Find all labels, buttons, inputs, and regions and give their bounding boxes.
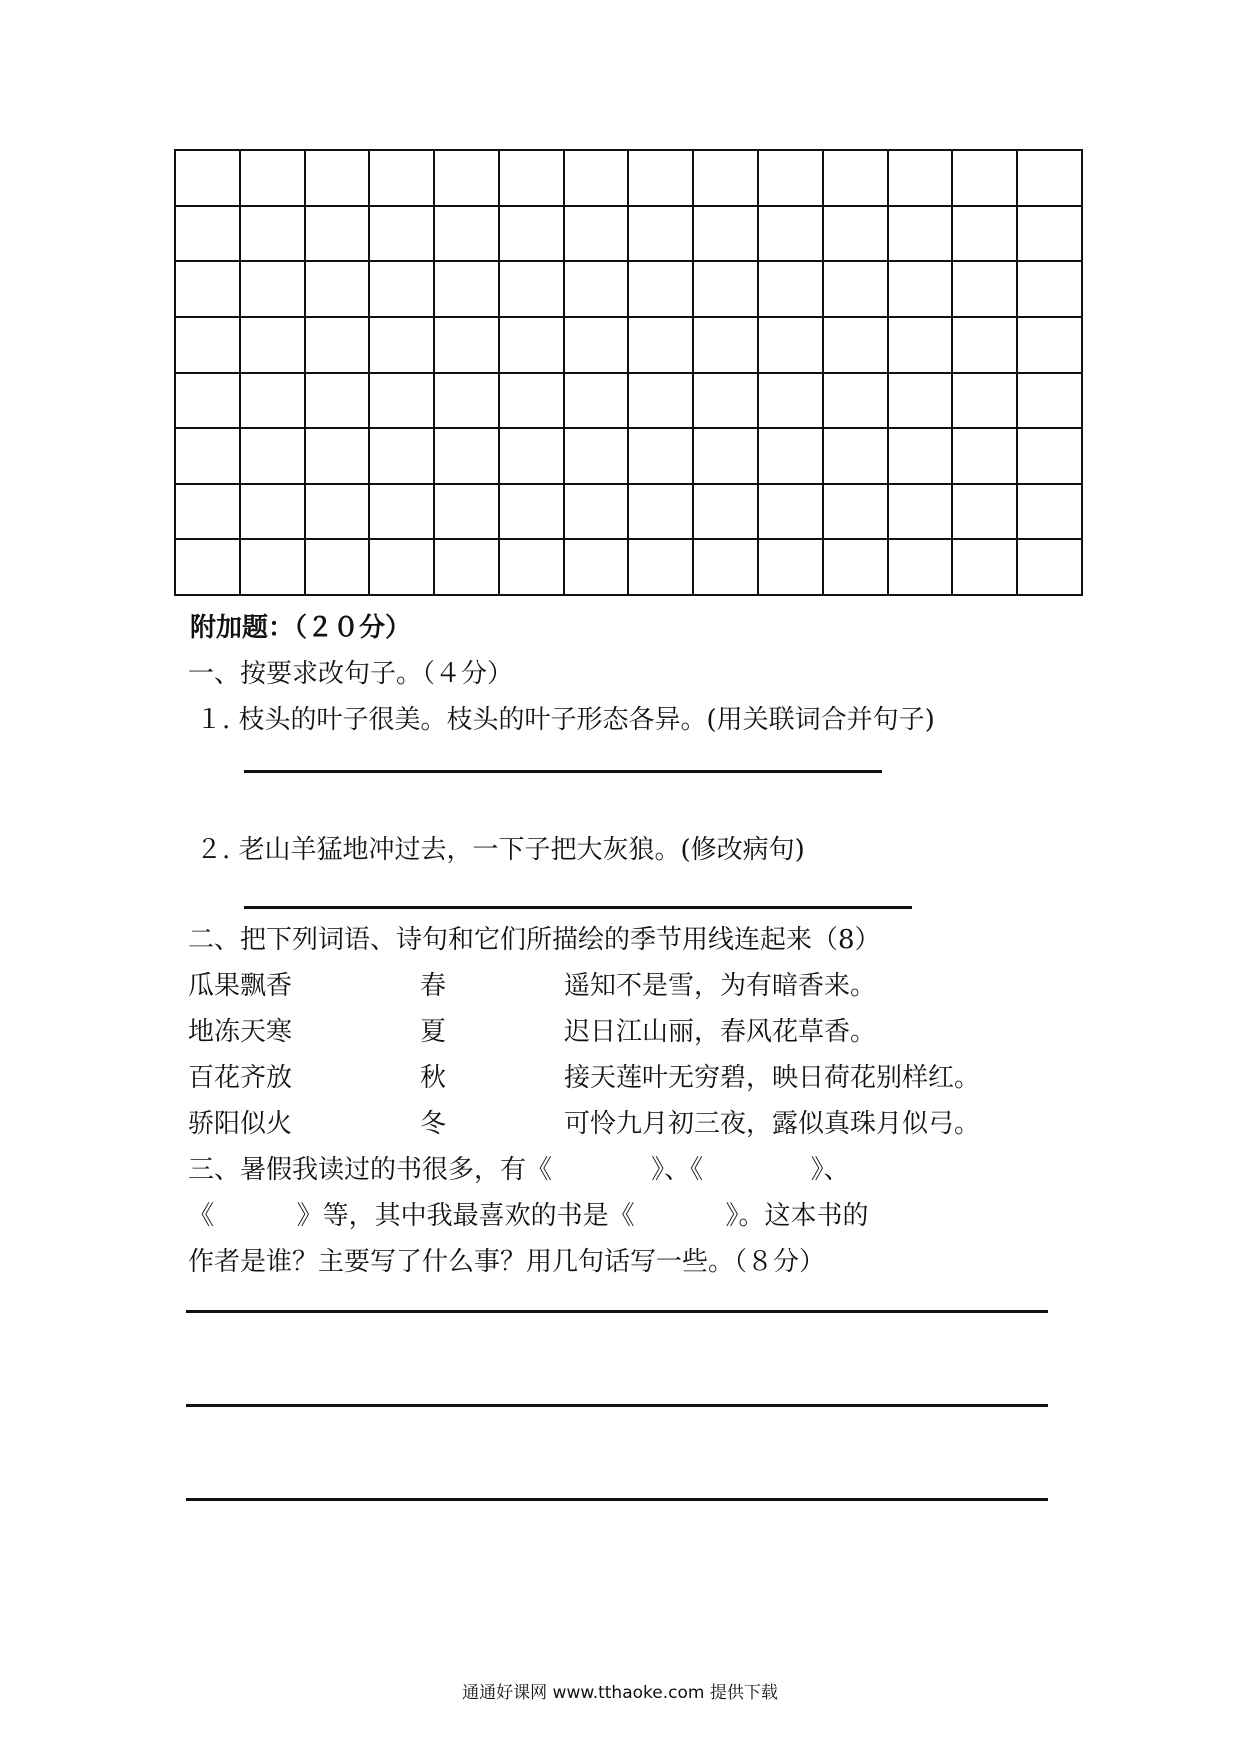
grid-cell[interactable] [629, 485, 694, 541]
grid-cell[interactable] [889, 485, 954, 541]
grid-cell[interactable] [759, 374, 824, 430]
grid-cell[interactable] [370, 429, 435, 485]
answer-line-4[interactable] [186, 1404, 1048, 1407]
section3-line-3: 作者是谁？主要写了什么事？用几句话写一些。（８分） [188, 1247, 826, 1277]
grid-cell[interactable] [435, 485, 500, 541]
grid-cell[interactable] [759, 318, 824, 374]
section2-heading: 二、把下列词语、诗句和它们所描绘的季节用线连起来（8） [188, 925, 881, 955]
grid-cell[interactable] [176, 374, 241, 430]
grid-cell[interactable] [241, 318, 306, 374]
answer-line-2[interactable] [244, 906, 912, 909]
grid-cell[interactable] [565, 374, 630, 430]
grid-cell[interactable] [629, 207, 694, 263]
grid-cell[interactable] [176, 429, 241, 485]
grid-cell[interactable] [241, 374, 306, 430]
grid-cell[interactable] [176, 262, 241, 318]
grid-cell[interactable] [500, 151, 565, 207]
grid-cell[interactable] [694, 374, 759, 430]
grid-cell[interactable] [306, 151, 371, 207]
grid-cell[interactable] [565, 262, 630, 318]
grid-cell[interactable] [953, 429, 1018, 485]
grid-cell[interactable] [435, 262, 500, 318]
grid-cell[interactable] [1018, 318, 1083, 374]
match-season: 夏 [420, 1017, 447, 1047]
grid-cell[interactable] [306, 429, 371, 485]
match-poem: 迟日江山丽，春风花草香。 [564, 1017, 877, 1047]
grid-cell[interactable] [500, 374, 565, 430]
answer-line-5[interactable] [186, 1498, 1048, 1501]
match-word: 百花齐放 [188, 1063, 293, 1093]
grid-cell[interactable] [176, 540, 241, 596]
grid-cell[interactable] [629, 540, 694, 596]
grid-cell[interactable] [500, 485, 565, 541]
grid-cell[interactable] [370, 318, 435, 374]
grid-cell[interactable] [370, 151, 435, 207]
grid-cell[interactable] [629, 429, 694, 485]
grid-cell[interactable] [889, 262, 954, 318]
grid-cell[interactable] [176, 151, 241, 207]
grid-cell[interactable] [500, 318, 565, 374]
grid-cell[interactable] [824, 318, 889, 374]
grid-cell[interactable] [953, 374, 1018, 430]
grid-cell[interactable] [370, 374, 435, 430]
grid-cell[interactable] [889, 207, 954, 263]
grid-cell[interactable] [824, 151, 889, 207]
grid-cell[interactable] [824, 429, 889, 485]
grid-cell[interactable] [824, 374, 889, 430]
grid-cell[interactable] [953, 485, 1018, 541]
grid-cell[interactable] [435, 318, 500, 374]
grid-cell[interactable] [759, 540, 824, 596]
grid-cell[interactable] [241, 151, 306, 207]
grid-cell[interactable] [694, 262, 759, 318]
grid-cell[interactable] [435, 374, 500, 430]
grid-cell[interactable] [1018, 374, 1083, 430]
grid-cell[interactable] [306, 485, 371, 541]
grid-cell[interactable] [306, 318, 371, 374]
bonus-title: 附加题：（２０分） [190, 613, 412, 643]
grid-cell[interactable] [694, 207, 759, 263]
grid-cell[interactable] [176, 485, 241, 541]
grid-cell[interactable] [1018, 485, 1083, 541]
footer-credit: 通通好课网 www.tthaoke.com 提供下载 [462, 1683, 778, 1703]
grid-cell[interactable] [176, 318, 241, 374]
question-2: ２. 老山羊猛地冲过去，一下子把大灰狼。(修改病句) [196, 835, 805, 865]
grid-cell[interactable] [500, 207, 565, 263]
grid-cell[interactable] [629, 262, 694, 318]
grid-cell[interactable] [241, 485, 306, 541]
writing-grid [174, 149, 1083, 596]
grid-cell[interactable] [889, 429, 954, 485]
answer-line-1[interactable] [244, 770, 882, 773]
grid-cell[interactable] [1018, 429, 1083, 485]
grid-cell[interactable] [241, 262, 306, 318]
grid-cell[interactable] [241, 207, 306, 263]
grid-cell[interactable] [629, 151, 694, 207]
match-word: 瓜果飘香 [188, 971, 293, 1001]
grid-cell[interactable] [435, 540, 500, 596]
grid-cell[interactable] [889, 540, 954, 596]
grid-cell[interactable] [1018, 207, 1083, 263]
grid-cell[interactable] [370, 262, 435, 318]
grid-cell[interactable] [824, 485, 889, 541]
question-1: １. 枝头的叶子很美。枝头的叶子形态各异。(用关联词合并句子) [196, 705, 935, 735]
grid-cell[interactable] [241, 540, 306, 596]
section3-line-2: 《 》等，其中我最喜欢的书是《 》。这本书的 [188, 1201, 869, 1231]
grid-cell[interactable] [370, 485, 435, 541]
grid-cell[interactable] [889, 318, 954, 374]
grid-cell[interactable] [306, 262, 371, 318]
grid-cell[interactable] [824, 540, 889, 596]
grid-cell[interactable] [953, 540, 1018, 596]
grid-cell[interactable] [759, 207, 824, 263]
grid-cell[interactable] [306, 207, 371, 263]
grid-cell[interactable] [565, 429, 630, 485]
grid-cell[interactable] [435, 151, 500, 207]
grid-cell[interactable] [370, 540, 435, 596]
grid-cell[interactable] [500, 540, 565, 596]
match-poem: 遥知不是雪，为有暗香来。 [564, 971, 877, 1001]
match-poem: 可怜九月初三夜，露似真珠月似弓。 [564, 1109, 981, 1139]
match-season: 秋 [420, 1063, 447, 1093]
match-season: 春 [420, 971, 447, 1001]
grid-cell[interactable] [435, 207, 500, 263]
grid-cell[interactable] [306, 374, 371, 430]
answer-line-3[interactable] [186, 1310, 1048, 1313]
grid-cell[interactable] [565, 485, 630, 541]
grid-cell[interactable] [694, 318, 759, 374]
grid-cell[interactable] [435, 429, 500, 485]
grid-cell[interactable] [1018, 151, 1083, 207]
grid-cell[interactable] [370, 207, 435, 263]
grid-cell[interactable] [759, 429, 824, 485]
grid-cell[interactable] [759, 485, 824, 541]
grid-cell[interactable] [694, 540, 759, 596]
grid-cell[interactable] [759, 262, 824, 318]
grid-cell[interactable] [565, 207, 630, 263]
grid-cell[interactable] [1018, 262, 1083, 318]
grid-cell[interactable] [694, 151, 759, 207]
grid-cell[interactable] [629, 318, 694, 374]
grid-cell[interactable] [500, 262, 565, 318]
match-poem: 接天莲叶无穷碧，映日荷花别样红。 [564, 1063, 981, 1093]
grid-cell[interactable] [824, 207, 889, 263]
grid-cell[interactable] [241, 429, 306, 485]
grid-cell[interactable] [953, 151, 1018, 207]
grid-cell[interactable] [565, 318, 630, 374]
grid-cell[interactable] [565, 540, 630, 596]
grid-cell[interactable] [953, 207, 1018, 263]
grid-cell[interactable] [565, 151, 630, 207]
grid-cell[interactable] [629, 374, 694, 430]
section1-heading: 一、按要求改句子。（４分） [188, 659, 514, 689]
grid-cell[interactable] [176, 207, 241, 263]
grid-cell[interactable] [694, 485, 759, 541]
grid-cell[interactable] [889, 374, 954, 430]
grid-cell[interactable] [824, 262, 889, 318]
grid-cell[interactable] [953, 318, 1018, 374]
grid-cell[interactable] [694, 429, 759, 485]
grid-cell[interactable] [1018, 540, 1083, 596]
grid-cell[interactable] [500, 429, 565, 485]
match-word: 骄阳似火 [188, 1109, 293, 1139]
section3-line-1: 三、暑假我读过的书很多，有《 》、《 》、 [188, 1155, 850, 1185]
grid-cell[interactable] [953, 262, 1018, 318]
grid-cell[interactable] [889, 151, 954, 207]
grid-cell[interactable] [759, 151, 824, 207]
grid-cell[interactable] [306, 540, 371, 596]
match-word: 地冻天寒 [188, 1017, 293, 1047]
match-season: 冬 [420, 1109, 447, 1139]
